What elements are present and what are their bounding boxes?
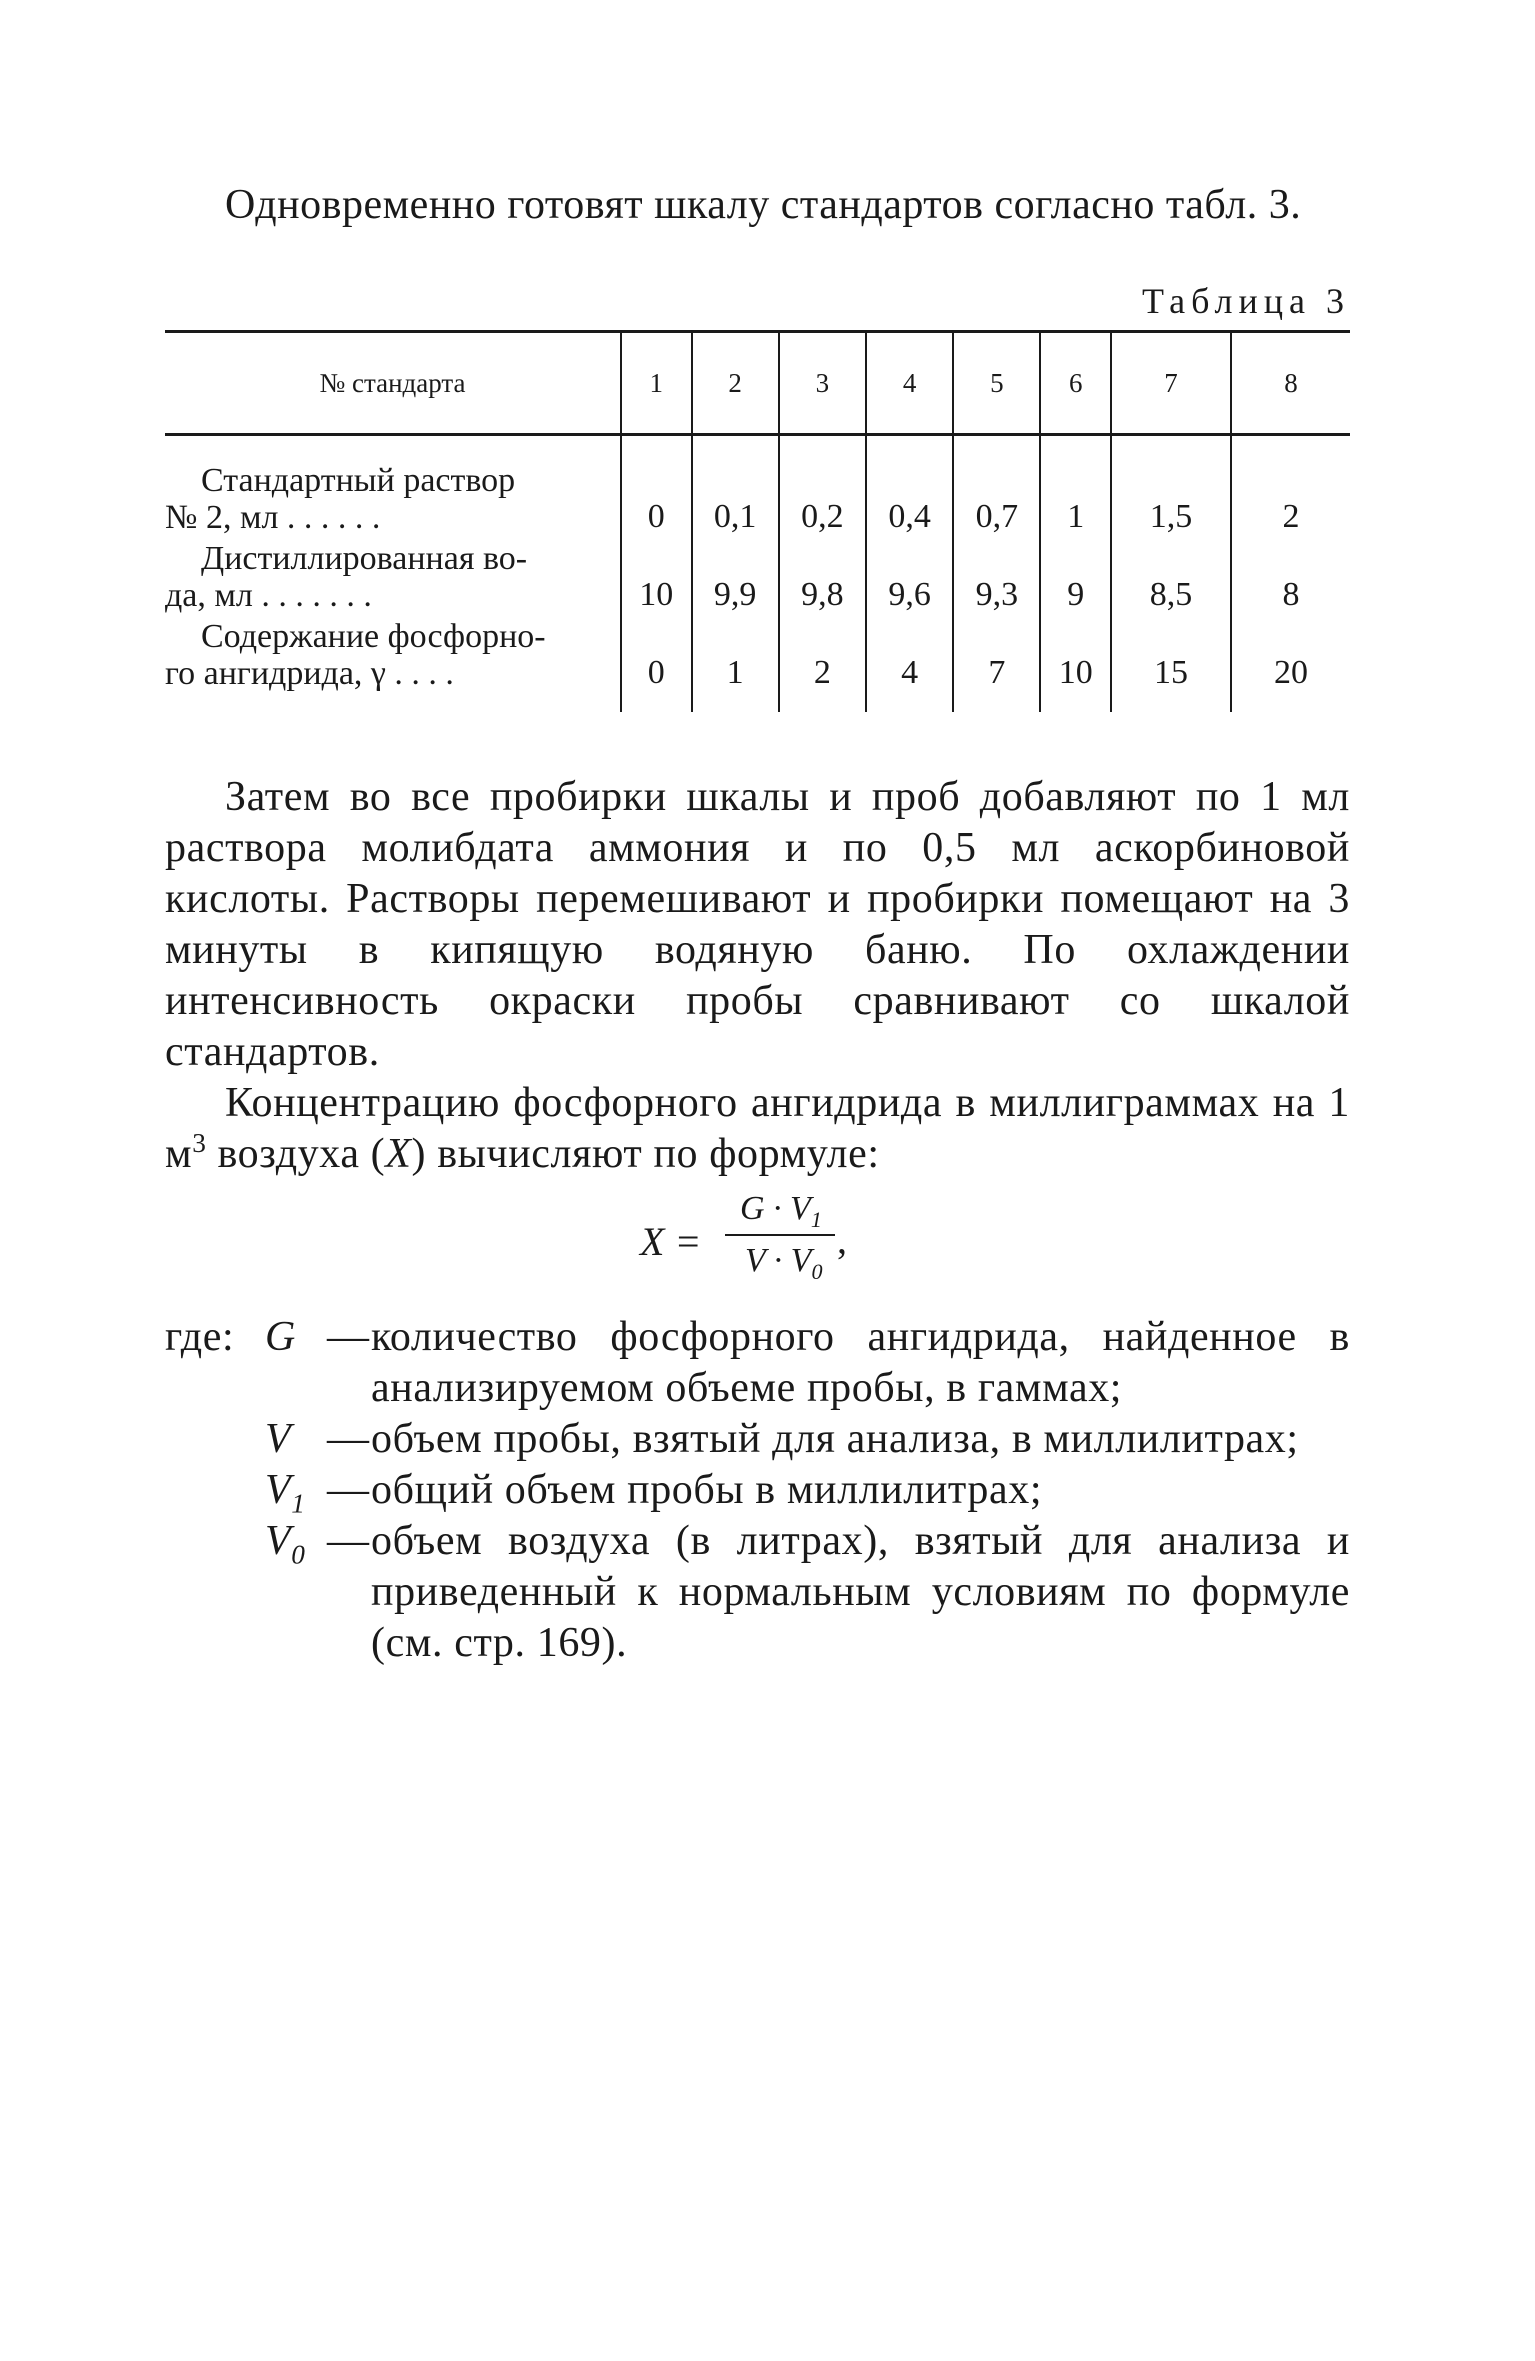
formula-lhs: X =: [640, 1219, 702, 1264]
definition-text: общий объем пробы в миллилитрах;: [371, 1467, 1043, 1513]
definition-symbol: $V_1$: [265, 1467, 306, 1519]
paragraph-procedure: Затем во все пробирки шкалы и проб добавляют по 1 мл раствора молибдата аммония и по 0,5 мл аскорбиновой кислоты. Растворы перемешивают и пробирки помещают на 3 минуты в кипящую водяную баню. По охлаждении интенсивность окраски пробы сравнивают со шкалой стандартов.: [165, 774, 1350, 1075]
intro-paragraph: Одновременно готовят шкалу стандартов согласно табл. 3.: [225, 182, 1302, 228]
row-label: [165, 618, 621, 712]
table-cell: 1,5: [1111, 435, 1231, 541]
table-cell: 10: [621, 540, 692, 618]
header-col-4: 4: [866, 332, 953, 435]
row-label: [165, 435, 621, 541]
table-cell: 0,4: [866, 435, 953, 541]
concentration-formula: [165, 1190, 1350, 1300]
table-cell: 8: [1231, 540, 1350, 618]
definition-dash: —: [327, 1518, 370, 1564]
table-cell: 2: [1231, 435, 1350, 541]
table-cell: 20: [1231, 618, 1350, 712]
table-cell: 0,1: [692, 435, 779, 541]
definition-dash: —: [327, 1314, 370, 1360]
formula-numerator: $G \cdot V_1$: [740, 1190, 822, 1232]
row-label-line2: да, мл . . . . . . .: [165, 577, 372, 614]
table-cell: 9: [1040, 540, 1111, 618]
definition-item: [165, 1312, 1350, 1414]
table-cell: 9,6: [866, 540, 953, 618]
table-title: Таблица 3: [1142, 281, 1350, 321]
definition-symbol: G: [265, 1314, 296, 1360]
formula-comma: ,: [837, 1217, 847, 1262]
definition-text: объем пробы, взятый для анализа, в миллилитрах;: [371, 1416, 1299, 1462]
table-cell: 15: [1111, 618, 1231, 712]
row-label-line2: № 2, мл . . . . . .: [165, 499, 381, 536]
table-cell: 9,3: [953, 540, 1040, 618]
document-page: [165, 180, 1350, 1669]
table-cell: 0,2: [779, 435, 866, 541]
header-col-1: 1: [621, 332, 692, 435]
row-label-line2: го ангидрида, γ . . . .: [165, 655, 454, 692]
row-label-line1: Содержание фосфорно-: [201, 618, 546, 655]
header-col-2: 2: [692, 332, 779, 435]
row-label: [165, 540, 621, 618]
definition-dash: —: [327, 1416, 370, 1462]
table-cell: 4: [866, 618, 953, 712]
header-col-3: 3: [779, 332, 866, 435]
table-cell: 0: [621, 435, 692, 541]
header-col-8: 8: [1231, 332, 1350, 435]
definitions-lead: где:: [165, 1314, 235, 1360]
header-label: № стандарта: [165, 332, 621, 435]
header-col-6: 6: [1040, 332, 1111, 435]
definition-symbol: $V_0$: [265, 1518, 306, 1570]
table-row: [165, 435, 1350, 541]
table-cell: 10: [1040, 618, 1111, 712]
definition-symbol: V: [265, 1416, 292, 1462]
table-cell: 9,8: [779, 540, 866, 618]
header-col-7: 7: [1111, 332, 1231, 435]
formula-denominator: $V \cdot V_0$: [745, 1242, 823, 1284]
table-cell: 9,9: [692, 540, 779, 618]
table-cell: 0: [621, 618, 692, 712]
table-cell: 7: [953, 618, 1040, 712]
definition-item: [165, 1516, 1350, 1669]
table-header-row: [165, 332, 1350, 435]
definition-text: количество фосфорного ангидрида, найденное в анализируемом объеме пробы, в гаммах;: [371, 1314, 1350, 1411]
definition-item: [165, 1465, 1350, 1519]
row-label-line1: Дистиллированная во-: [201, 540, 528, 577]
table-row: [165, 618, 1350, 712]
table-cell: 0,7: [953, 435, 1040, 541]
definition-item: [165, 1414, 1350, 1465]
row-label-line1: Стандартный раствор: [201, 462, 516, 499]
table-cell: 1: [692, 618, 779, 712]
definition-text: объем воздуха (в литрах), взятый для анализа и приведенный к нормальным условиям по формуле (см. стр. 169).: [371, 1518, 1350, 1666]
header-col-5: 5: [953, 332, 1040, 435]
standards-table: [165, 330, 1350, 712]
definition-dash: —: [327, 1467, 370, 1513]
paragraph-concentration: Концентрацию фосфорного ангидрида в миллиграммах на 1 $м^3$ воздуха (X) вычисляют по формуле:: [165, 1080, 1350, 1177]
definitions-list: [165, 1312, 1350, 1669]
table-cell: 2: [779, 618, 866, 712]
table-cell: 1: [1040, 435, 1111, 541]
table-cell: 8,5: [1111, 540, 1231, 618]
formula-fraction-bar: [725, 1234, 835, 1236]
table-row: [165, 540, 1350, 618]
